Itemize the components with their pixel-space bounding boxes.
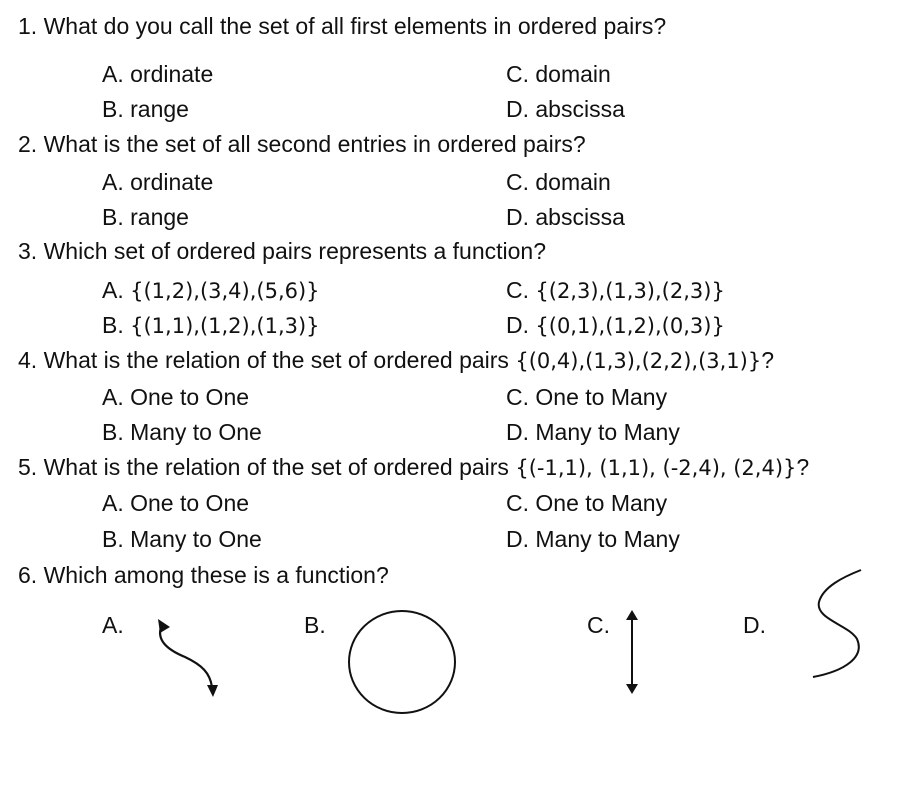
option-4c[interactable]: C. One to Many: [506, 384, 668, 410]
figure-a-curved-arrow[interactable]: [150, 615, 230, 700]
figure-b-label[interactable]: B.: [304, 612, 326, 638]
option-letter: A.: [102, 277, 124, 303]
option-3c[interactable]: [506, 276, 725, 305]
ordered-pair-set: {(-1,1), (1,1), (-2,4), (2,4)}: [515, 456, 797, 480]
question-4: [18, 346, 774, 375]
option-5b[interactable]: B. Many to One: [102, 526, 262, 552]
question-number: 2.: [18, 131, 38, 157]
question-number: 3.: [18, 238, 38, 264]
arrowhead-icon: [207, 685, 218, 697]
question-5: [18, 453, 809, 482]
question-number: 4.: [18, 347, 38, 373]
figure-a-label[interactable]: A.: [102, 612, 124, 638]
option-2d[interactable]: D. abscissa: [506, 204, 625, 230]
option-1d[interactable]: D. abscissa: [506, 96, 625, 122]
question-number: 1.: [18, 13, 38, 39]
figure-c-vertical-arrow[interactable]: [622, 608, 642, 696]
question-text: Which among these is a function?: [43, 562, 389, 588]
ordered-pair-set: {(2,3),(1,3),(2,3)}: [535, 279, 725, 303]
option-3b[interactable]: [102, 311, 320, 340]
question-6: [18, 561, 389, 589]
arrowhead-icon: [158, 619, 170, 633]
question-mark: ?: [761, 347, 775, 373]
question-text: What is the set of all second entries in ordered pairs?: [43, 131, 586, 157]
option-5a[interactable]: A. One to One: [102, 490, 250, 516]
option-3d[interactable]: [506, 311, 725, 340]
option-letter: B.: [102, 312, 124, 338]
question-1: [18, 12, 666, 40]
option-5c[interactable]: C. One to Many: [506, 490, 668, 516]
option-letter: C.: [506, 277, 529, 303]
option-2a[interactable]: A. ordinate: [102, 169, 214, 195]
option-1a[interactable]: A. ordinate: [102, 61, 214, 87]
option-3a[interactable]: [102, 276, 320, 305]
question-number: 6.: [18, 562, 38, 588]
option-2c[interactable]: C. domain: [506, 169, 611, 195]
option-1b[interactable]: B. range: [102, 96, 189, 122]
question-text: What do you call the set of all first elements in ordered pairs?: [43, 13, 667, 39]
option-1c[interactable]: C. domain: [506, 61, 611, 87]
ordered-pair-set: {(1,2),(3,4),(5,6)}: [130, 279, 320, 303]
arrowhead-down-icon: [626, 684, 638, 694]
figure-c-label[interactable]: C.: [587, 612, 610, 638]
arrowhead-up-icon: [626, 610, 638, 620]
figure-b-circle[interactable]: [346, 608, 461, 718]
option-2b[interactable]: B. range: [102, 204, 189, 230]
ordered-pair-set: {(0,1),(1,2),(0,3)}: [535, 314, 725, 338]
option-4a[interactable]: A. One to One: [102, 384, 250, 410]
question-3: [18, 237, 546, 265]
question-number: 5.: [18, 454, 38, 480]
question-2: [18, 130, 586, 158]
question-text: What is the relation of the set of ordered pairs: [43, 454, 509, 480]
question-mark: ?: [796, 454, 810, 480]
option-5d[interactable]: D. Many to Many: [506, 526, 680, 552]
figure-d-s-curve[interactable]: [805, 567, 875, 682]
ordered-pair-set: {(1,1),(1,2),(1,3)}: [130, 314, 320, 338]
option-4b[interactable]: B. Many to One: [102, 419, 262, 445]
ordered-pair-set: {(0,4),(1,3),(2,2),(3,1)}: [515, 349, 762, 373]
option-4d[interactable]: D. Many to Many: [506, 419, 680, 445]
figure-d-label[interactable]: D.: [743, 612, 766, 638]
question-text: What is the relation of the set of ordered pairs: [43, 347, 509, 373]
question-text: Which set of ordered pairs represents a function?: [43, 238, 547, 264]
option-letter: D.: [506, 312, 529, 338]
